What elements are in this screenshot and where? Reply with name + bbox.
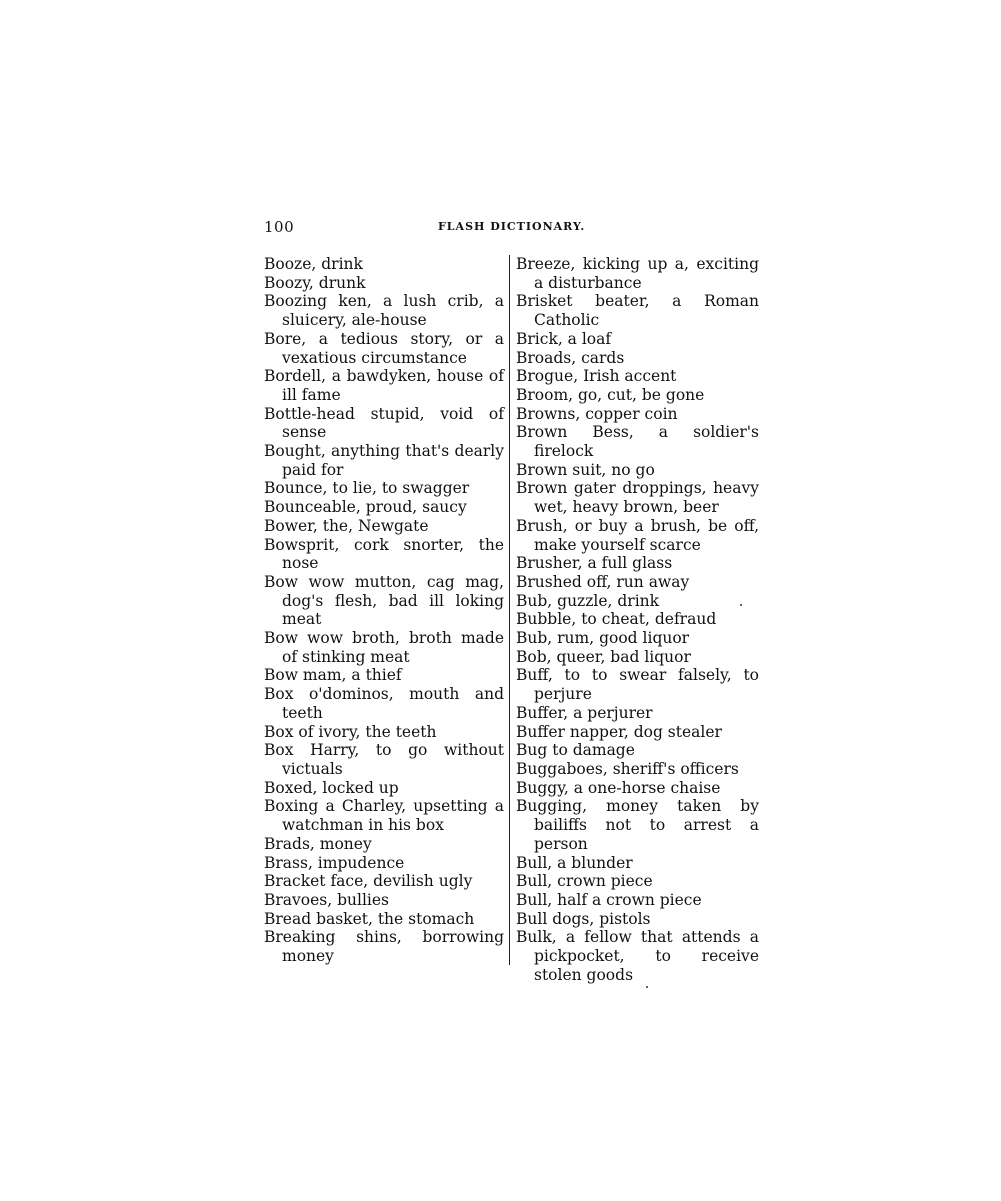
dictionary-entry: Brusher, a full glass <box>516 554 673 573</box>
dictionary-entry: Buffer, a perjurer <box>516 703 653 722</box>
dictionary-entry: Brick, a loaf <box>516 329 612 348</box>
dictionary-entry: Browns, copper coin <box>516 404 678 423</box>
dictionary-entry: Bottle-head stupid, void of sense <box>264 404 504 442</box>
dictionary-entry: Buffer napper, dog stealer <box>516 722 722 741</box>
dictionary-entry: Bow mam, a thief <box>264 666 402 685</box>
dictionary-entry: Buggaboes, sheriff's officers <box>516 759 739 778</box>
dictionary-entry: Bug to damage <box>516 741 635 760</box>
dictionary-entry: Bow wow mutton, cag mag, dog's flesh, bad ill loking meat <box>264 572 504 629</box>
dictionary-entry: Bower, the, Newgate <box>264 516 429 535</box>
dictionary-entry: Brass, impudence <box>264 853 405 872</box>
dictionary-entry: Brown suit, no go <box>516 460 655 479</box>
dictionary-entry: Boozing ken, a lush crib, a sluicery, ale-house <box>264 292 504 330</box>
dictionary-entry: Box o'dominos, mouth and teeth <box>264 685 504 722</box>
dictionary-entry: Bordell, a bawdyken, house of ill fame <box>264 367 504 404</box>
dictionary-entry: Brown Bess, a soldier's firelock <box>516 423 759 461</box>
dictionary-entry: Brush, or buy a brush, be off, make yourself scarce <box>516 516 759 554</box>
dictionary-entry: Brushed off, run away <box>516 572 690 591</box>
dictionary-entry: Buff, to to swear falsely, to perjure <box>516 666 759 704</box>
dictionary-entry: Bread basket, the stomach <box>264 909 475 928</box>
column-divider <box>509 255 510 965</box>
dictionary-entry: Bravoes, bullies <box>264 890 390 909</box>
dictionary-entry: Bubble, to cheat, defraud <box>516 610 717 629</box>
dictionary-entry: Box of ivory, the teeth <box>264 722 437 741</box>
dictionary-entry: Bow wow broth, broth made of stinking meat <box>264 629 504 666</box>
dictionary-entry: Bugging, money taken by bailiffs not to arrest a person <box>516 797 759 853</box>
page-header <box>264 218 764 238</box>
dictionary-entry: Broads, cards <box>516 348 625 367</box>
dictionary-entry: Box Harry, to go without victuals <box>264 741 504 778</box>
dictionary-entry: Brown gater droppings, heavy wet, heavy brown, beer <box>516 479 759 517</box>
dictionary-entry: Buggy, a one-horse chaise <box>516 778 721 797</box>
print-speck <box>740 604 742 606</box>
running-title: FLASH DICTIONARY. <box>438 220 586 233</box>
dictionary-entry: Bought, anything that's dearly paid for <box>264 442 504 479</box>
dictionary-entry: Bub, rum, good liquor <box>516 629 690 648</box>
dictionary-entry: Bull, half a crown piece <box>516 890 702 909</box>
print-speck <box>646 986 648 988</box>
dictionary-entry: Breaking shins, borrowing money <box>264 928 504 966</box>
dictionary-entry: Bowsprit, cork snorter, the nose <box>264 535 504 573</box>
dictionary-entry: Boxing a Charley, upsetting a watchman in his box <box>264 797 504 835</box>
dictionary-entry: Bob, queer, bad liquor <box>516 647 691 666</box>
dictionary-entry: Bulk, a fellow that attends a pickpocket, to receive stolen goods <box>516 928 759 984</box>
left-column <box>264 255 504 966</box>
dictionary-entry: Bounceable, proud, saucy <box>264 498 467 517</box>
right-column <box>516 255 759 984</box>
dictionary-entry: Breeze, kicking up a, exciting a disturbance <box>516 255 759 292</box>
dictionary-entry: Bracket face, devilish ugly <box>264 872 473 891</box>
dictionary-entry: Bull dogs, pistols <box>516 909 651 928</box>
dictionary-entry: Bub, guzzle, drink <box>516 591 660 610</box>
dictionary-entry: Broom, go, cut, be gone <box>516 385 705 404</box>
dictionary-entry: Bull, crown piece <box>516 872 653 891</box>
dictionary-entry: Bore, a tedious story, or a vexatious circumstance <box>264 329 504 367</box>
dictionary-entry: Brisket beater, a Roman Catholic <box>516 292 759 330</box>
dictionary-entry: Bounce, to lie, to swagger <box>264 479 470 498</box>
dictionary-entry: Brads, money <box>264 834 372 853</box>
dictionary-entry: Brogue, Irish accent <box>516 367 677 386</box>
dictionary-entry: Bull, a blunder <box>516 853 633 872</box>
dictionary-entry: Booze, drink <box>264 255 363 273</box>
page-number: 100 <box>264 218 295 236</box>
dictionary-entry: Boozy, drunk <box>264 273 366 292</box>
dictionary-entry: Boxed, locked up <box>264 778 399 797</box>
